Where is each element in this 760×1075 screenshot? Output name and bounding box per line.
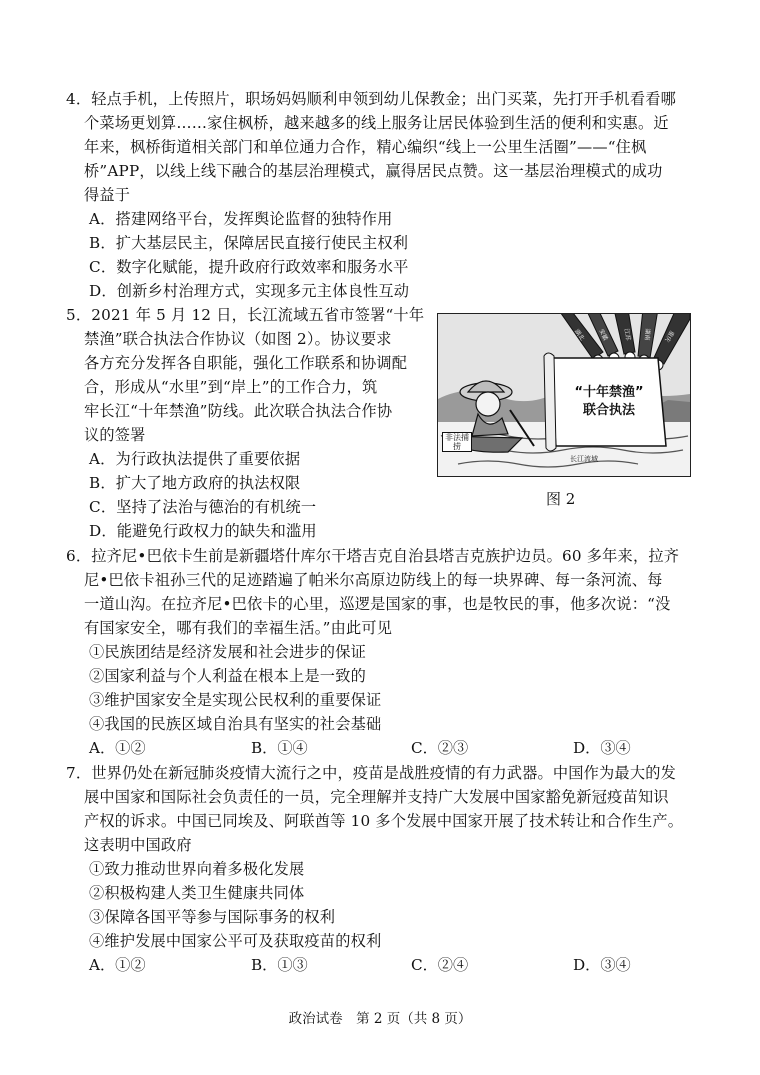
q7-stem-line: 展中国家和国际社会负责任的一员，完全理解并支持广大发展中国家豁免新冠疫苗知识 [84,788,669,806]
q4-option-a: A．搭建网络平台，发挥舆论监督的独特作用 [89,210,393,228]
river-label: 长江流域 [570,455,598,463]
figure-caption: 图 2 [546,490,576,508]
figure-2-cartoon [437,313,691,477]
q5-stem-line: 各方充分发挥各自职能，强化工作联系和协调配 [84,354,408,372]
q7-statement: ③保障各国平等参与国际事务的权利 [89,908,336,926]
q6-choice-b: B．①④ [251,739,308,757]
q7-statement: ②积极构建人类卫生健康共同体 [89,884,305,902]
q6-statement: ③维护国家安全是实现公民权利的重要保证 [89,691,382,709]
q6-statement: ④我国的民族区域自治具有坚实的社会基础 [89,715,382,733]
boat-label: 非法捕捞 [442,432,472,452]
q5-stem-line: 5．2021 年 5 月 12 日，长江流域五省市签署“十年 [66,306,425,324]
q5-option-b: B．扩大了地方政府的执法权限 [89,474,301,492]
q7-statement: ①致力推动世界向着多极化发展 [89,860,305,878]
sleeve-label: 湖北 [572,328,586,343]
page-footer: 政治试卷 第 2 页（共 8 页） [288,1011,472,1027]
banner-text-line1: “十年禁渔” [574,385,644,400]
banner-text-line2: 联合执法 [582,403,635,418]
q6-choice-a: A．①② [89,739,146,757]
q4-option-b: B．扩大基层民主，保障居民直接行使民主权利 [89,234,409,252]
q5-stem-line: 禁渔”联合执法合作协议（如图 2）。协议要求 [84,330,392,348]
q6-statement: ①民族团结是经济发展和社会进步的保证 [89,643,366,661]
q4-stem-line: 得益于 [84,186,131,204]
q7-choice-a: A．①② [89,956,146,974]
q7-stem-line: 这表明中国政府 [84,836,192,854]
q4-stem-line: 个菜场更划算……家住枫桥，越来越多的线上服务让居民体验到生活的便利和实惠。近 [84,114,669,132]
q7-choice-d: D．③④ [573,956,631,974]
banner-text [554,384,664,420]
q5-option-a: A．为行政执法提供了重要依据 [89,450,301,468]
q5-stem-line: 合，形成从“水里”到“岸上”的工作合力，筑 [84,378,378,396]
sleeve-label: 重庆 [663,329,676,343]
q5-option-c: C．坚持了法治与德治的有机统一 [89,498,317,516]
q6-choice-c: C．②③ [411,739,469,757]
q4-option-d: D．创新乡村治理方式，实现多元主体良性互动 [89,282,410,300]
q6-stem-line: 有国家安全，哪有我们的幸福生活。”由此可见 [84,619,393,637]
q4-stem-line: 4．轻点手机，上传照片，职场妈妈顺利申领到幼儿保教金；出门买菜，先打开手机看看哪 [66,90,676,108]
q5-stem-line: 议的签署 [84,426,146,444]
q7-choice-c: C．②④ [411,956,469,974]
q6-stem-line: 尼•巴依卡祖孙三代的足迹踏遍了帕米尔高原边防线上的每一块界碑、每一条河流、每 [84,571,663,589]
q4-stem-line: 桥”APP，以线上线下融合的基层治理模式，赢得居民点赞。这一基层治理模式的成功 [84,162,663,180]
q6-stem-line: 一道山沟。在拉齐尼•巴依卡的心里，巡逻是国家的事，也是牧民的事，他多次说：“没 [84,595,671,613]
q6-statement: ②国家利益与个人利益在根本上是一致的 [89,667,366,685]
q7-choice-b: B．①③ [251,956,308,974]
q6-choice-d: D．③④ [573,739,631,757]
sleeve-label: 安徽 [597,327,609,342]
q7-statement: ④维护发展中国家公平可及获取疫苗的权利 [89,932,382,950]
q7-stem-line: 产权的诉求。中国已同埃及、阿联酋等 10 多个发展中国家开展了技术转让和合作生产。 [84,812,684,830]
q5-stem-line: 牢长江“十年禁渔”防线。此次联合执法合作协 [84,402,393,420]
q5-option-d: D．能避免行政权力的缺失和滥用 [89,522,317,540]
sleeve-labels [438,314,690,354]
q7-stem-line: 7．世界仍处在新冠肺炎疫情大流行之中，疫苗是战胜疫情的有力武器。中国作为最大的发 [66,764,676,782]
q4-option-c: C．数字化赋能，提升政府行政效率和服务水平 [89,258,409,276]
sleeve-label: 湖南 [643,328,652,341]
q6-stem-line: 6．拉齐尼•巴依卡生前是新疆塔什库尔干塔吉克自治县塔吉克族护边员。60 多年来，拉齐 [66,547,680,565]
q4-stem-line: 年来，枫桥街道相关部门和单位通力合作，精心编织“线上一公里生活圈”——“住枫 [84,138,647,156]
sleeve-label: 江苏 [622,328,632,342]
